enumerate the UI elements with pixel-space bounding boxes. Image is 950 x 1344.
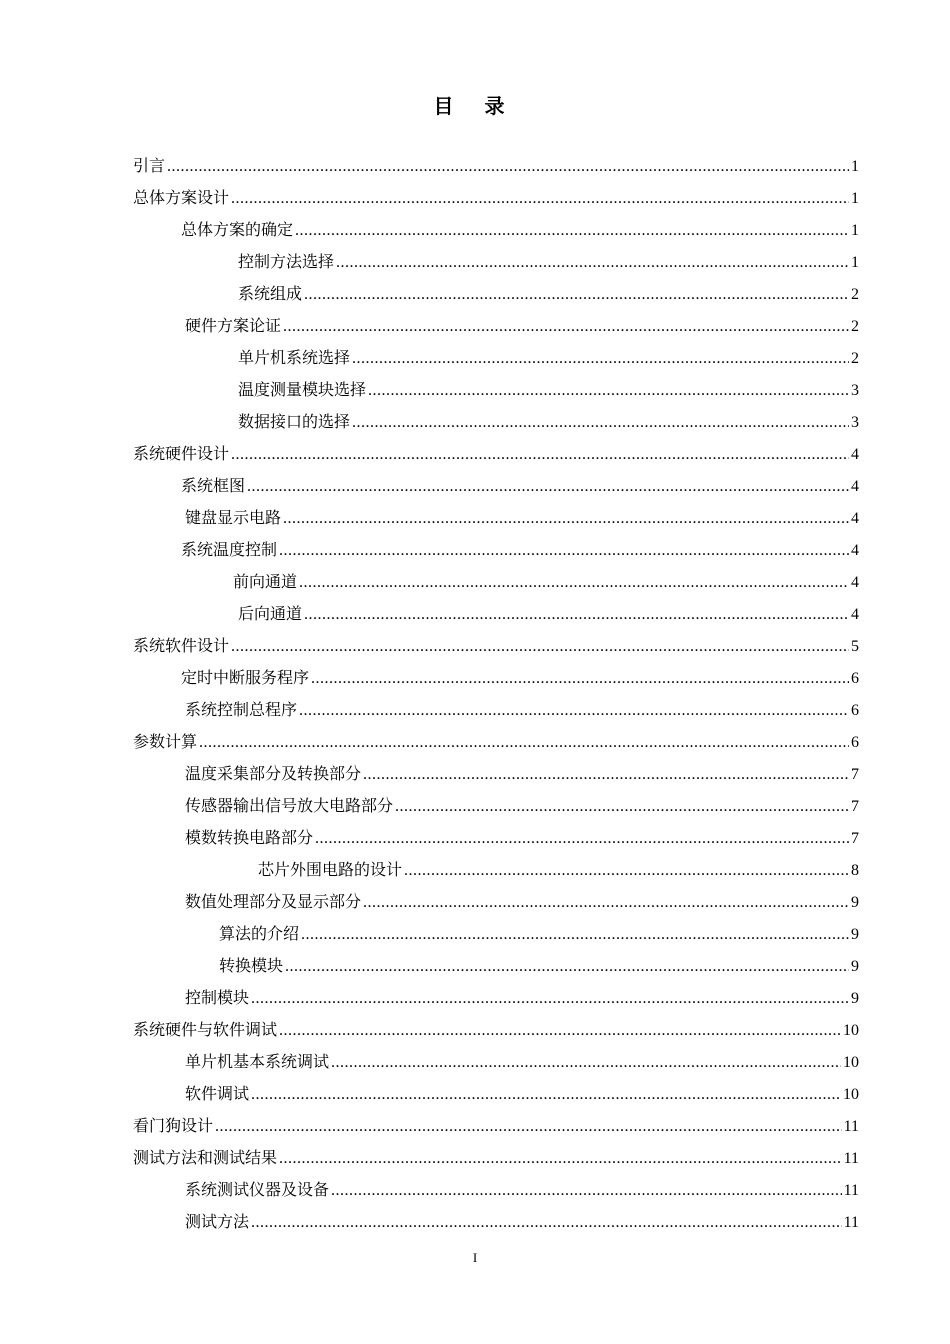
toc-entry-label: 模数转换电路部分 (185, 828, 314, 847)
dot-leader (283, 503, 849, 535)
toc-entry[interactable] (133, 470, 859, 502)
toc-entry-page: 2 (851, 286, 859, 303)
toc-entry[interactable] (133, 982, 859, 1014)
toc-entry-page: 6 (851, 702, 859, 719)
toc-entry-page: 1 (851, 222, 859, 239)
dot-leader (279, 1143, 842, 1175)
dot-leader (304, 599, 849, 631)
toc-entry-label: 硬件方案论证 (185, 316, 282, 335)
toc-entry[interactable] (133, 406, 859, 438)
toc-entry-label: 系统软件设计 (133, 636, 230, 655)
toc-entry-label: 总体方案设计 (133, 188, 230, 207)
table-of-contents (133, 150, 859, 1238)
toc-entry[interactable] (133, 182, 859, 214)
toc-entry-page: 9 (851, 894, 859, 911)
dot-leader (283, 311, 849, 343)
toc-entry-page: 11 (843, 1118, 859, 1135)
toc-entry-page: 6 (851, 734, 859, 751)
toc-entry-label: 键盘显示电路 (185, 508, 282, 527)
toc-entry-label: 软件调试 (185, 1084, 250, 1103)
page-title: 目 录 (433, 94, 517, 118)
toc-entry[interactable] (133, 374, 859, 406)
toc-entry-label: 单片机系统选择 (238, 348, 351, 367)
toc-entry-page: 8 (851, 862, 859, 879)
toc-entry-label: 控制方法选择 (238, 252, 335, 271)
toc-entry[interactable] (133, 1046, 859, 1078)
toc-entry[interactable] (133, 822, 859, 854)
toc-entry-label: 转换模块 (219, 956, 284, 975)
toc-entry-page: 4 (851, 606, 859, 623)
toc-entry-label: 前向通道 (233, 572, 298, 591)
toc-entry-page: 4 (851, 478, 859, 495)
toc-entry-label: 数据接口的选择 (238, 412, 351, 431)
toc-entry[interactable] (133, 726, 859, 758)
dot-leader (231, 183, 849, 215)
toc-entry[interactable] (133, 1078, 859, 1110)
toc-entry-page: 2 (851, 318, 859, 335)
toc-entry-page: 11 (843, 1182, 859, 1199)
toc-entry-label: 定时中断服务程序 (181, 668, 310, 687)
toc-entry-label: 总体方案的确定 (181, 220, 294, 239)
toc-entry[interactable] (133, 502, 859, 534)
toc-entry-label: 单片机基本系统调试 (185, 1052, 330, 1071)
dot-leader (331, 1175, 842, 1207)
toc-entry-label: 温度测量模块选择 (238, 380, 367, 399)
dot-leader (352, 407, 849, 439)
toc-entry-label: 系统控制总程序 (185, 700, 298, 719)
dot-leader (279, 1015, 841, 1047)
dot-leader (231, 439, 849, 471)
dot-leader (363, 759, 849, 791)
toc-entry-page: 4 (851, 510, 859, 527)
toc-entry-label: 系统硬件与软件调试 (133, 1020, 278, 1039)
dot-leader (251, 1079, 841, 1111)
dot-leader (251, 1207, 842, 1239)
toc-entry[interactable] (133, 758, 859, 790)
toc-entry-label: 芯片外围电路的设计 (258, 860, 403, 879)
toc-entry[interactable] (133, 534, 859, 566)
toc-entry-label: 温度采集部分及转换部分 (185, 764, 362, 783)
toc-entry-label: 引言 (133, 156, 166, 175)
toc-entry-label: 测试方法 (185, 1212, 250, 1231)
toc-entry[interactable] (133, 310, 859, 342)
toc-entry[interactable] (133, 886, 859, 918)
dot-leader (199, 727, 849, 759)
toc-entry[interactable] (133, 630, 859, 662)
toc-entry[interactable] (133, 566, 859, 598)
page-number: I (472, 1250, 478, 1265)
dot-leader (315, 823, 849, 855)
toc-entry[interactable] (133, 214, 859, 246)
dot-leader (395, 791, 849, 823)
toc-entry[interactable] (133, 918, 859, 950)
toc-entry-label: 系统组成 (238, 284, 303, 303)
dot-leader (279, 535, 849, 567)
dot-leader (285, 951, 849, 983)
toc-entry-page: 4 (851, 574, 859, 591)
toc-entry-page: 10 (843, 1086, 859, 1103)
toc-entry-page: 6 (851, 670, 859, 687)
dot-leader (231, 631, 849, 663)
toc-entry-label: 后向通道 (238, 604, 303, 623)
toc-entry-page: 1 (851, 254, 859, 271)
dot-leader (352, 343, 849, 375)
toc-entry[interactable] (133, 246, 859, 278)
toc-entry-page: 10 (843, 1022, 859, 1039)
toc-entry-page: 9 (851, 926, 859, 943)
toc-entry-label: 参数计算 (133, 732, 198, 751)
toc-entry[interactable] (133, 278, 859, 310)
toc-entry-page: 9 (851, 990, 859, 1007)
toc-entry[interactable] (133, 1014, 859, 1046)
toc-entry[interactable] (133, 342, 859, 374)
toc-entry-label: 系统框图 (181, 476, 246, 495)
toc-entry[interactable] (133, 694, 859, 726)
dot-leader (336, 247, 849, 279)
toc-entry-label: 系统温度控制 (181, 540, 278, 559)
toc-entry-label: 系统硬件设计 (133, 444, 230, 463)
dot-leader (331, 1047, 841, 1079)
toc-entry[interactable] (133, 598, 859, 630)
dot-leader (299, 695, 849, 727)
toc-entry-label: 系统测试仪器及设备 (185, 1180, 330, 1199)
dot-leader (215, 1111, 842, 1143)
toc-entry-label: 测试方法和测试结果 (133, 1148, 278, 1167)
dot-leader (404, 855, 849, 887)
toc-entry-label: 传感器输出信号放大电路部分 (185, 796, 394, 815)
toc-entry-label: 数值处理部分及显示部分 (185, 892, 362, 911)
dot-leader (247, 471, 849, 503)
toc-entry[interactable] (133, 438, 859, 470)
toc-entry-page: 11 (843, 1214, 859, 1231)
toc-entry[interactable] (133, 950, 859, 982)
dot-leader (301, 919, 849, 951)
toc-entry-page: 5 (851, 638, 859, 655)
toc-entry-page: 1 (851, 158, 859, 175)
toc-entry-page: 4 (851, 542, 859, 559)
dot-leader (311, 663, 849, 695)
toc-entry-page: 2 (851, 350, 859, 367)
dot-leader (295, 215, 849, 247)
toc-entry-page: 11 (843, 1150, 859, 1167)
toc-entry[interactable] (133, 150, 859, 182)
toc-entry[interactable] (133, 1206, 859, 1238)
toc-entry[interactable] (133, 662, 859, 694)
dot-leader (251, 983, 849, 1015)
dot-leader (299, 567, 849, 599)
toc-entry-page: 3 (851, 382, 859, 399)
dot-leader (167, 151, 849, 183)
toc-entry-page: 4 (851, 446, 859, 463)
toc-entry-label: 算法的介绍 (219, 924, 300, 943)
toc-entry[interactable] (133, 1174, 859, 1206)
toc-entry-page: 1 (851, 190, 859, 207)
toc-entry-page: 7 (851, 766, 859, 783)
dot-leader (363, 887, 849, 919)
toc-entry[interactable] (133, 1110, 859, 1142)
toc-entry[interactable] (133, 1142, 859, 1174)
toc-entry-page: 7 (851, 798, 859, 815)
toc-entry-page: 7 (851, 830, 859, 847)
toc-entry-page: 9 (851, 958, 859, 975)
toc-entry-label: 看门狗设计 (133, 1116, 214, 1135)
toc-entry-page: 3 (851, 414, 859, 431)
toc-entry-page: 10 (843, 1054, 859, 1071)
toc-entry-label: 控制模块 (185, 988, 250, 1007)
dot-leader (368, 375, 849, 407)
toc-entry[interactable] (133, 790, 859, 822)
dot-leader (304, 279, 849, 311)
toc-entry[interactable] (133, 854, 859, 886)
